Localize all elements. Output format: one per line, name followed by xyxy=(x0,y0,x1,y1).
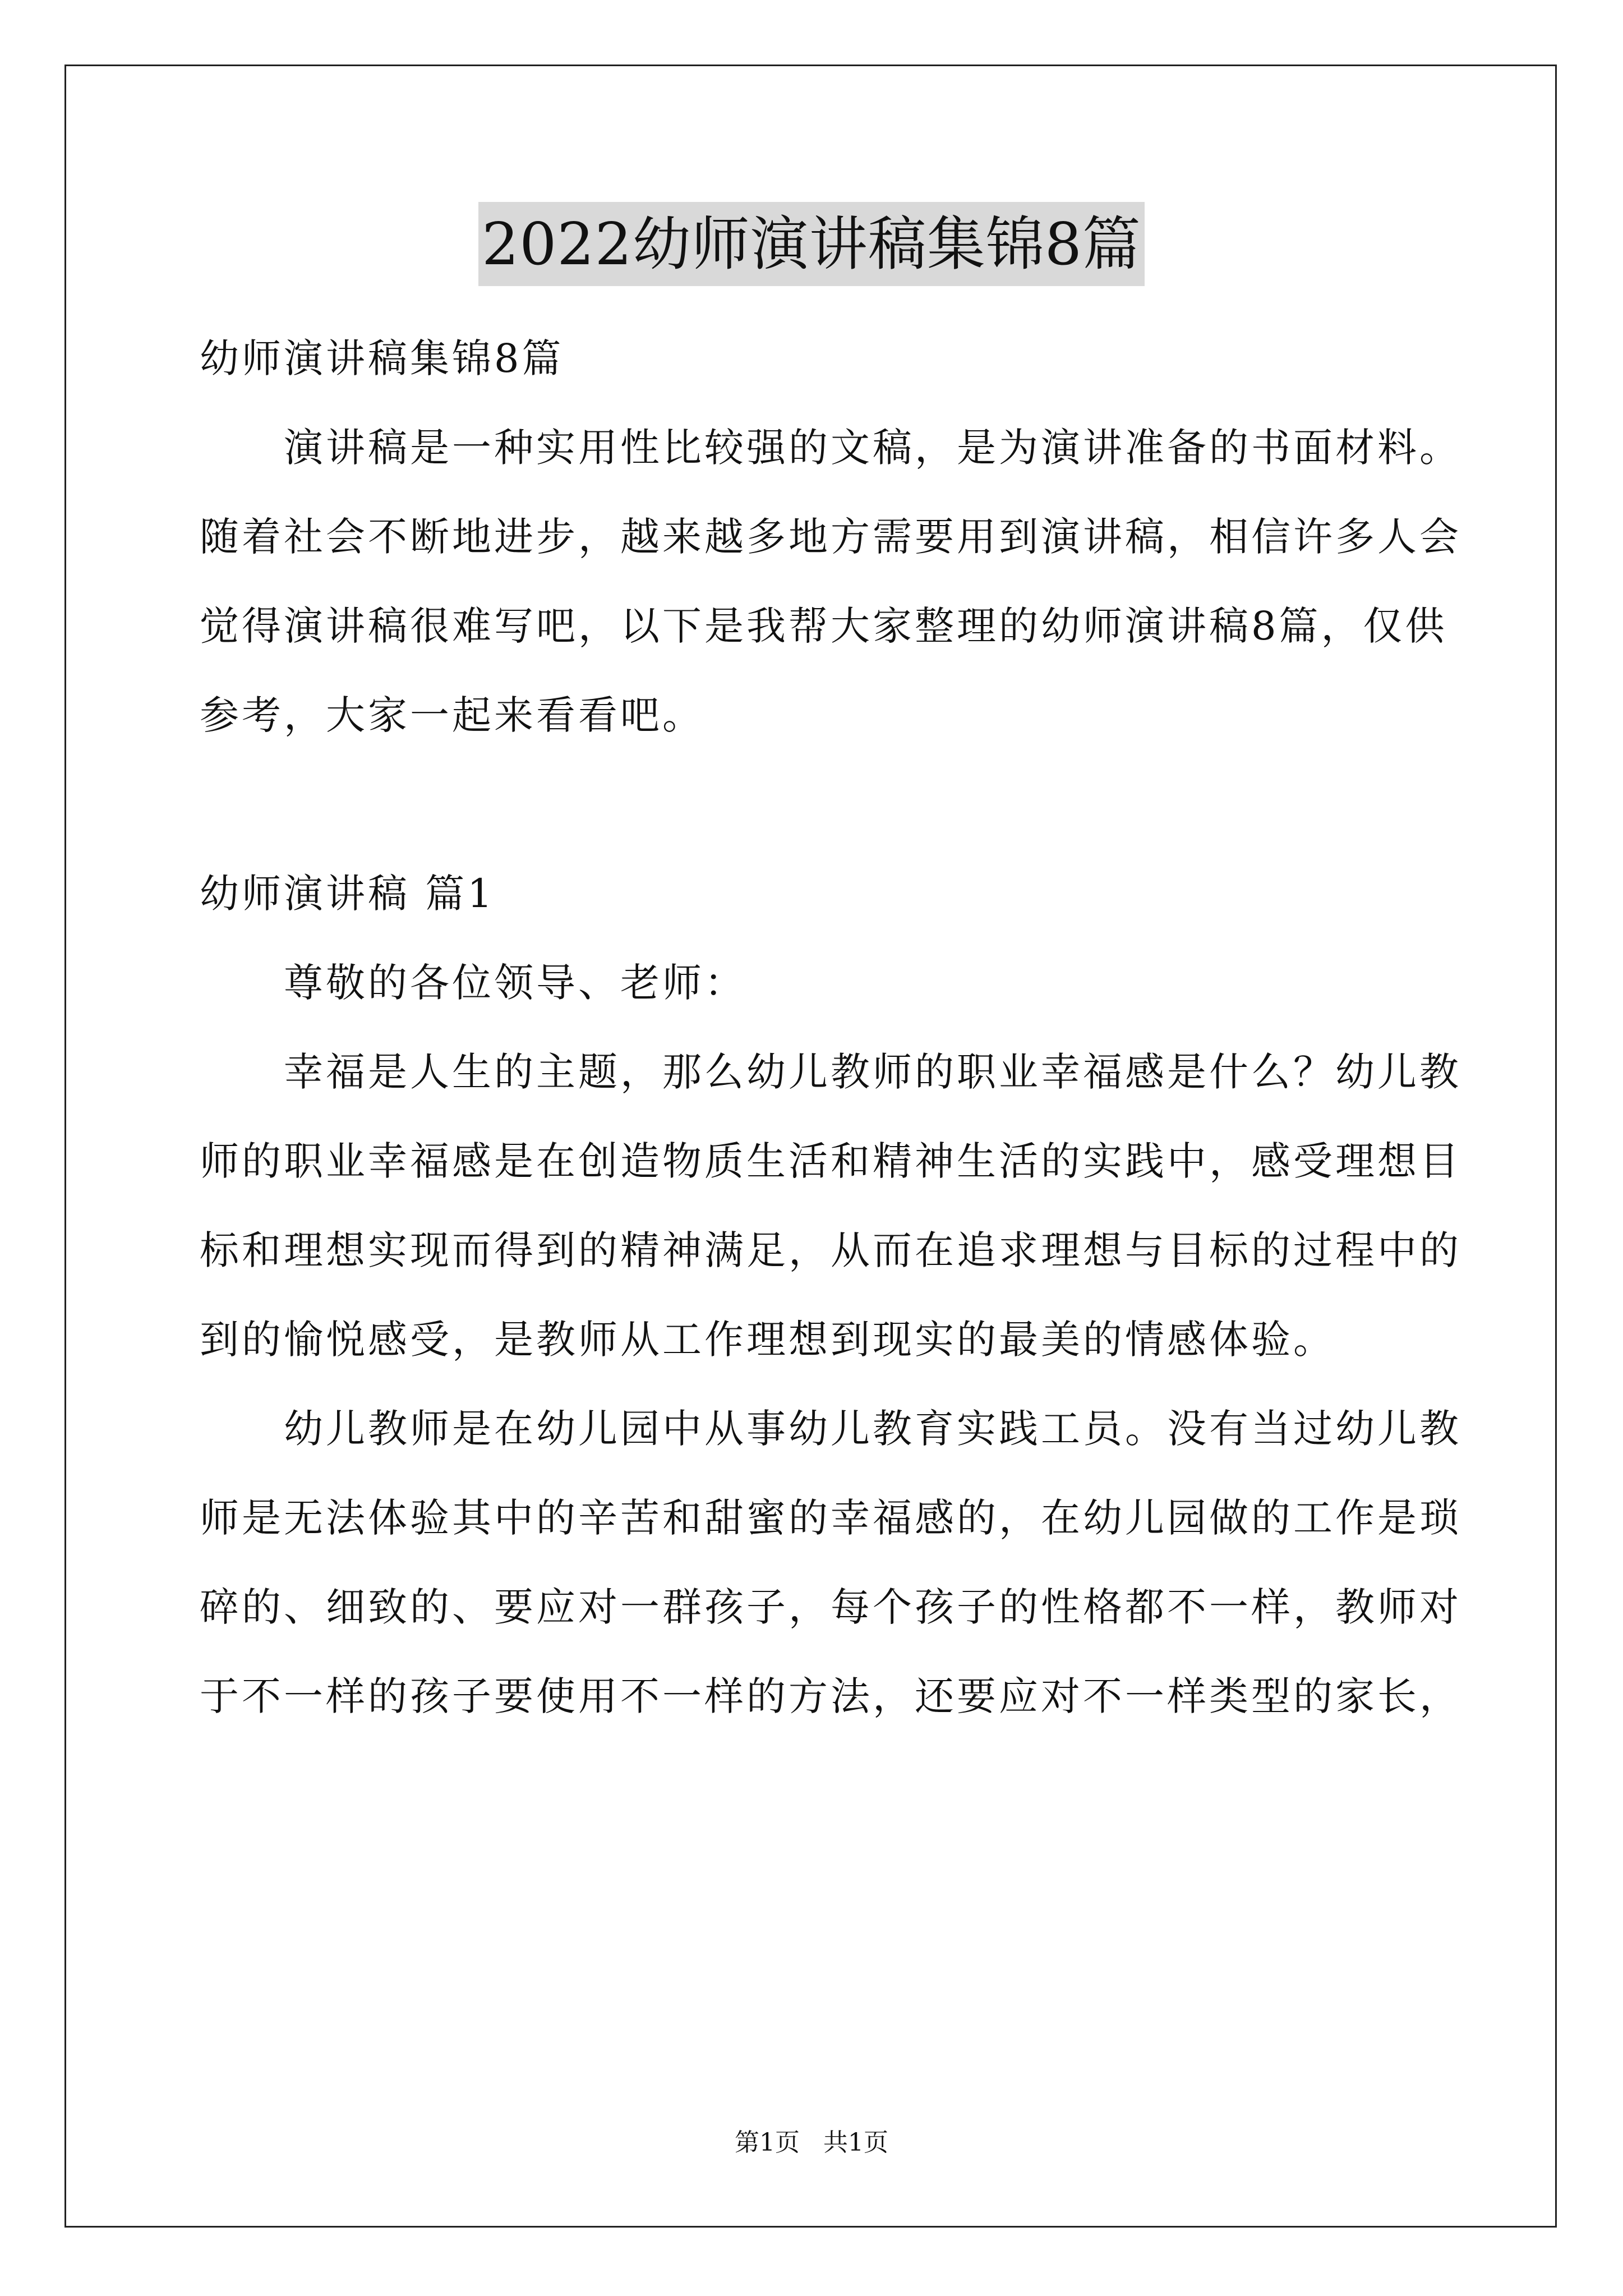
blank-line xyxy=(200,760,1428,849)
text-line: 幼师演讲稿集锦8篇 xyxy=(200,335,564,381)
text-line: 标和理想实现而得到的精神满足，从而在追求理想与目标的过程中的 xyxy=(200,1227,1461,1273)
text-line: 参考，大家一起来看看吧。 xyxy=(200,692,704,738)
text-line: 尊敬的各位领导、老师： xyxy=(284,960,746,1006)
document-body xyxy=(200,314,1461,1741)
title-wrap xyxy=(0,202,1623,286)
text-line: 碎的、细致的、要应对一群孩子，每个孩子的性格都不一样，教师对 xyxy=(200,1584,1461,1630)
text-line: 师是无法体验其中的辛苦和甜蜜的幸福感的，在幼儿园做的工作是琐 xyxy=(200,1495,1461,1541)
total-pages: 共1页 xyxy=(823,2128,888,2157)
text-line: 师的职业幸福感是在创造物质生活和精神生活的实践中，感受理想目 xyxy=(200,1138,1461,1184)
page-footer xyxy=(0,2126,1623,2160)
text-line: 觉得演讲稿很难写吧，以下是我帮大家整理的幼师演讲稿8篇，仅供 xyxy=(200,603,1447,649)
text-line: 到的愉悦感受，是教师从工作理想到现实的最美的情感体验。 xyxy=(200,1317,1335,1363)
document-title: 2022幼师演讲稿集锦8篇 xyxy=(478,202,1145,286)
text-line: 幼儿教师是在幼儿园中从事幼儿教育实践工员。没有当过幼儿教 xyxy=(284,1406,1461,1452)
text-line: 演讲稿是一种实用性比较强的文稿，是为演讲准备的书面材料。 xyxy=(284,425,1461,471)
text-line: 于不一样的孩子要使用不一样的方法，还要应对不一样类型的家长， xyxy=(200,1673,1461,1719)
text-line: 幼师演讲稿 篇1 xyxy=(200,871,495,917)
page-number: 第1页 xyxy=(735,2128,800,2157)
text-line: 随着社会不断地进步，越来越多地方需要用到演讲稿，相信许多人会 xyxy=(200,514,1461,560)
text-line: 幸福是人生的主题，那么幼儿教师的职业幸福感是什么？幼儿教 xyxy=(284,1049,1461,1095)
